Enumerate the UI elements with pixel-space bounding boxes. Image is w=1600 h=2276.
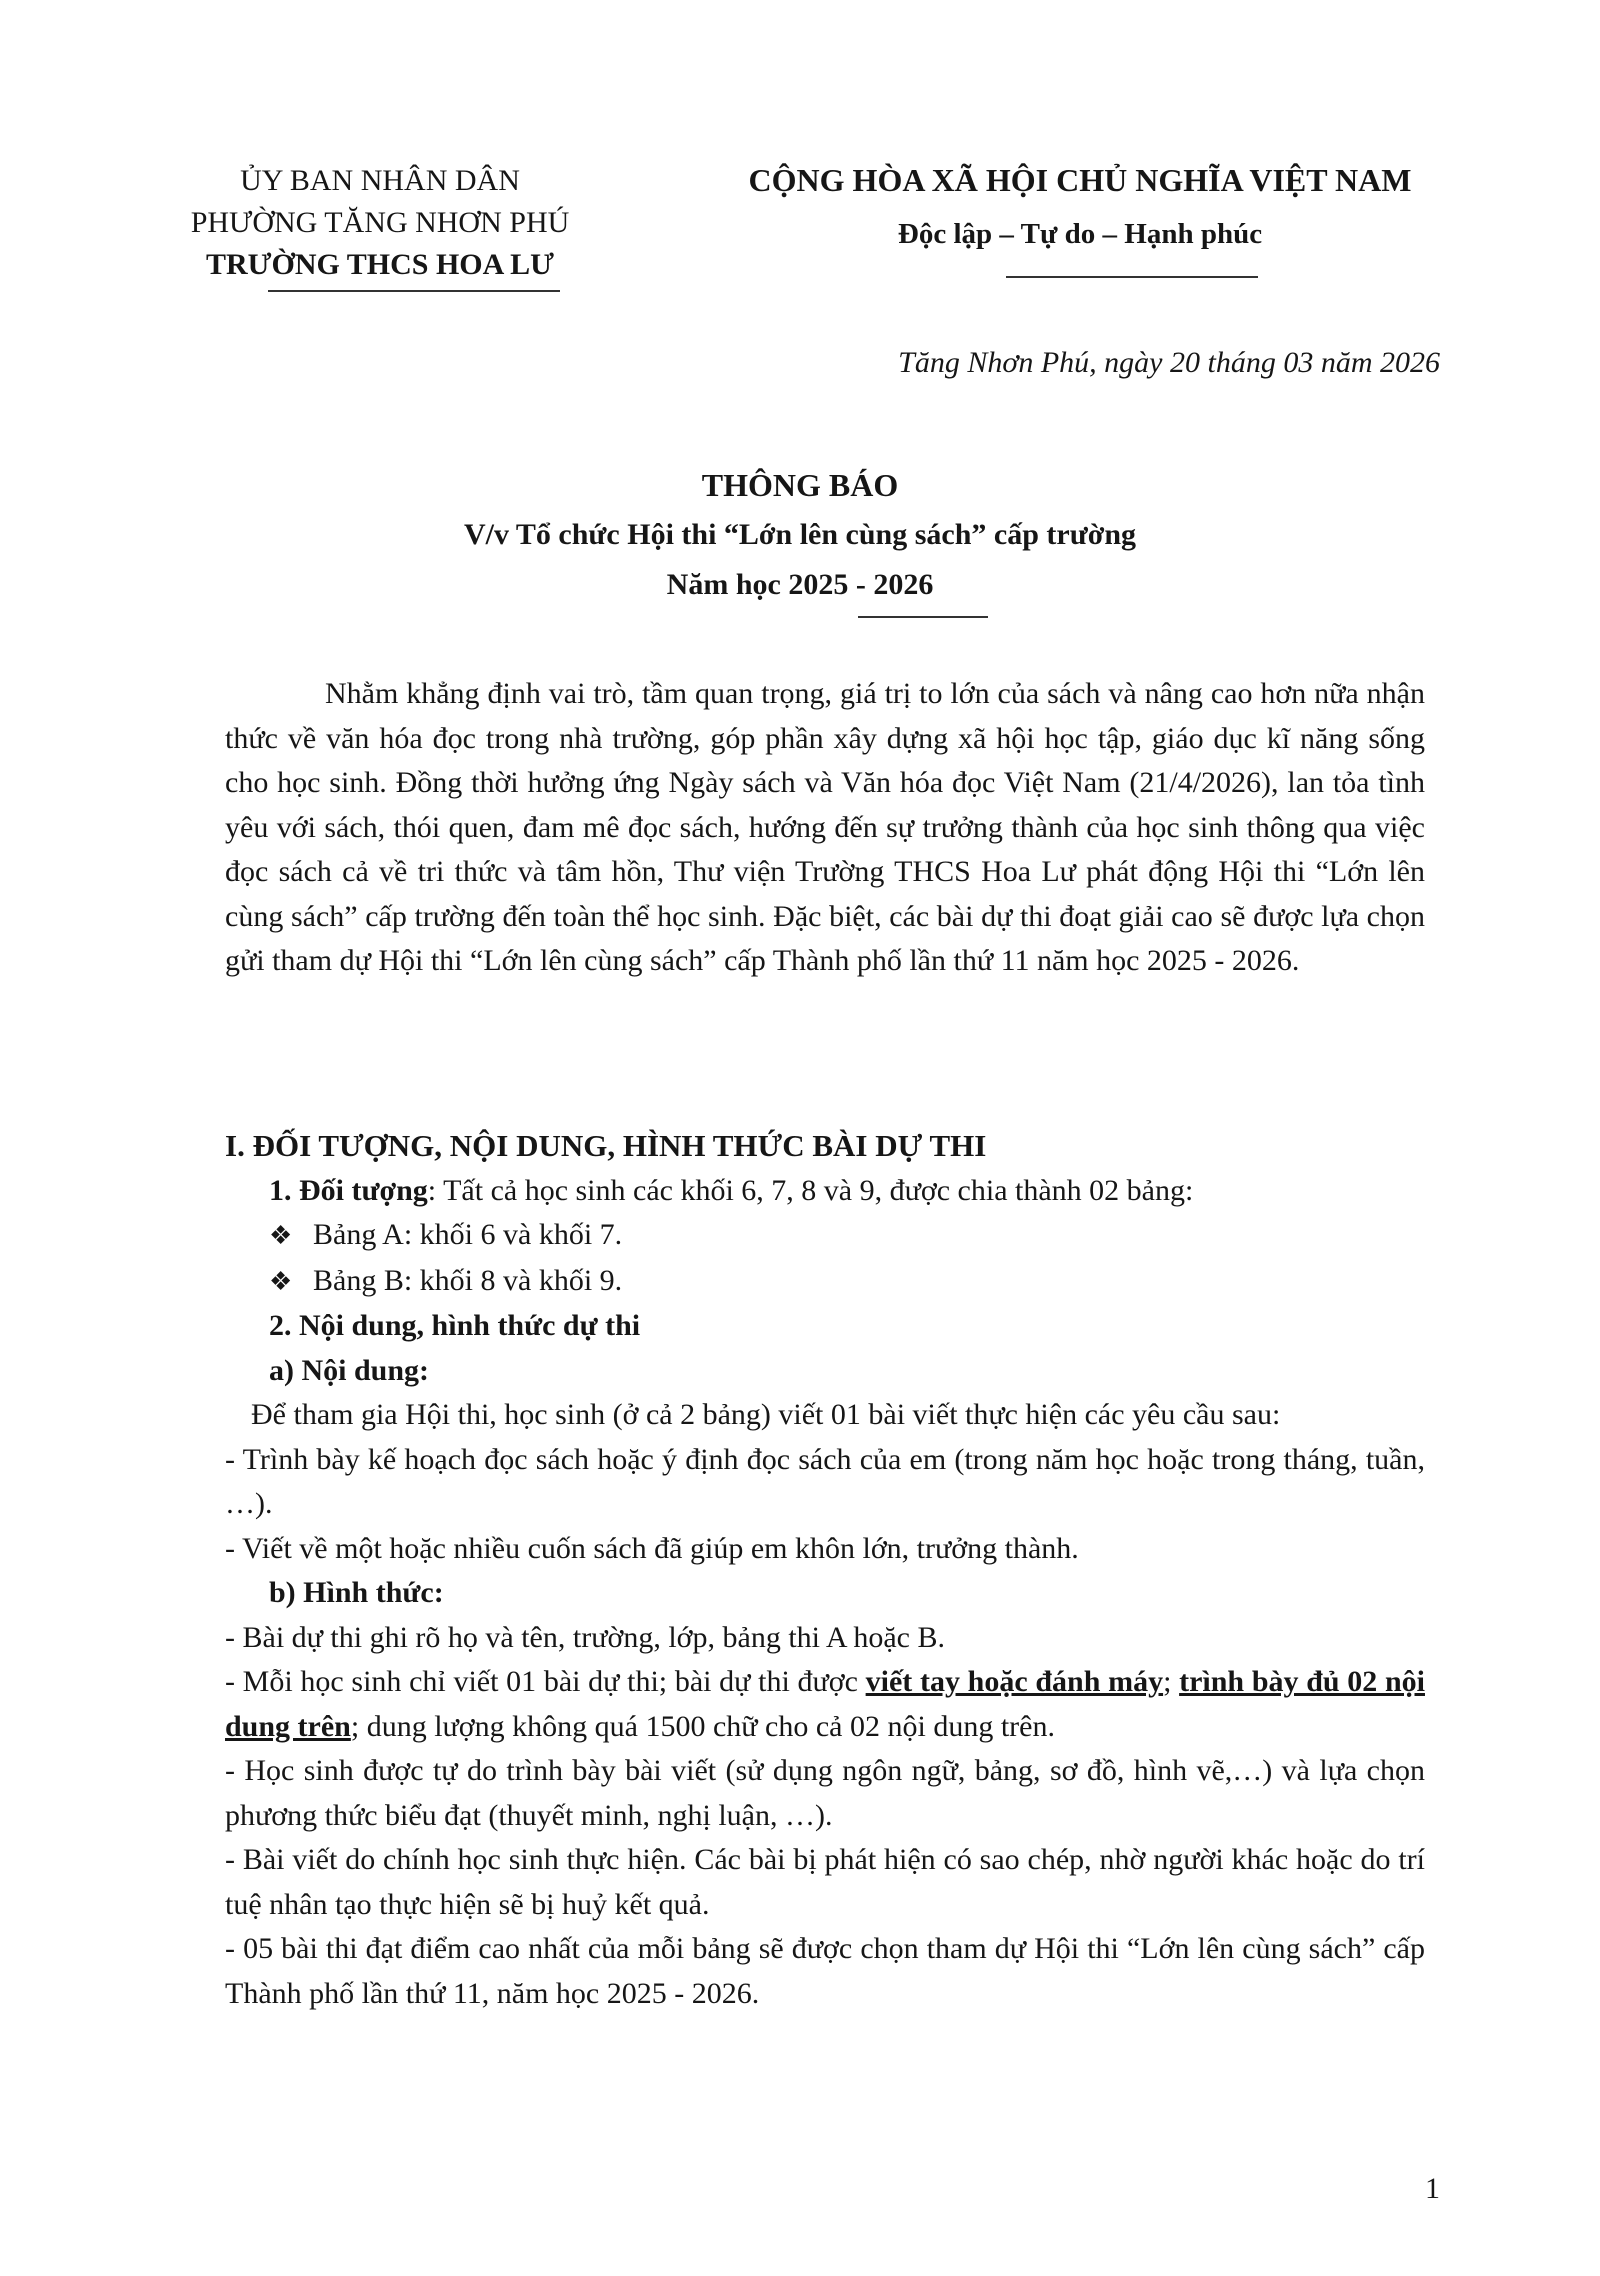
intro-section [225, 672, 1425, 984]
bullet-text: Bảng B: khối 8 và khối 9. [313, 1263, 623, 1297]
form-item-text: ; dung lượng không quá 1500 chữ cho cả 02 nội dung trên. [350, 1709, 1055, 1743]
authority-line-1: ỦY BAN NHÂN DÂN [240, 164, 520, 197]
bullet-item [225, 1213, 1425, 1259]
section-1 [225, 1124, 1425, 2016]
form-item-text: - Mỗi học sinh chỉ viết 01 bài dự thi; bài dự thi được [225, 1665, 866, 1698]
form-item: - Bài viết do chính học sinh thực hiện. Các bài bị phát hiện có sao chép, nhờ người khác hoặc do trí tuệ nhân tạo thực hiện sẽ bị huỷ kết quả. [225, 1843, 1425, 1921]
form-item-text: ; [1163, 1665, 1180, 1698]
republic-name: CỘNG HÒA XÃ HỘI CHỦ NGHĨA VIỆT NAM [748, 162, 1412, 198]
form-subheading: b) Hình thức: [269, 1576, 444, 1609]
authority-line-2: PHƯỜNG TĂNG NHƠN PHÚ [190, 206, 570, 239]
diamond-bullet-icon: ❖ [269, 1221, 293, 1250]
bullet-text: Bảng A: khối 6 và khối 7. [313, 1218, 623, 1251]
content-heading: 2. Nội dung, hình thức dự thi [269, 1309, 641, 1342]
form-item: - 05 bài thi đạt điểm cao nhất của mỗi bảng sẽ được chọn tham dự Hội thi “Lớn lên cùng sách” cấp Thành phố lần thứ 11, năm học 2025 - 2026. [225, 1932, 1425, 2010]
national-header [700, 158, 1460, 256]
form-item: - Học sinh được tự do trình bày bài viết (sử dụng ngôn ngữ, bảng, sơ đồ, hình vẽ,…) và lựa chọn phương thức biểu đạt (thuyết minh, nghị luận, …). [225, 1754, 1425, 1832]
section-1-title: I. ĐỐI TƯỢNG, NỘI DUNG, HÌNH THỨC BÀI DỰ THI [225, 1128, 987, 1163]
content-subheading: a) Nội dung: [269, 1353, 430, 1387]
page-number: 1 [1425, 2172, 1440, 2205]
school-name-rule [268, 290, 560, 292]
intro-paragraph: Nhằm khẳng định vai trò, tầm quan trọng, giá trị to lớn của sách và nâng cao hơn nữa nhận thức về văn hóa đọc trong nhà trường, góp phần xây dựng xã hội học tập, giáo dục kĩ năng sống cho học sinh. Đồng thời hưởng ứng Ngày sách và Văn hóa đọc Việt Nam (21/4/2026), lan tỏa tình yêu với sách, thói quen, đam mê đọc sách, hướng đến sự trưởng thành của học sinh thông qua việc đọc sách cả về tri thức và tâm hồn, Thư viện Trường THCS Hoa Lư phát động Hội thi “Lớn lên cùng sách” cấp trường đến toàn thể học sinh. Đặc biệt, các bài dự thi đoạt giải cao sẽ được lựa chọn gửi tham dự Hội thi “Lớn lên cùng sách” cấp Thành phố lần thứ 11 năm học 2025 - 2026. [225, 677, 1425, 977]
content-item: - Trình bày kế hoạch đọc sách hoặc ý định đọc sách của em (trong năm học hoặc trong tháng, tuần, …). [225, 1442, 1425, 1520]
notice-title [300, 460, 1300, 610]
title-rule [858, 616, 988, 618]
form-item: - Bài dự thi ghi rõ họ và tên, trường, lớp, bảng thi A hoặc B. [225, 1620, 945, 1654]
subject-label: 1. Đối tượng [269, 1173, 428, 1207]
notice-subject: V/v Tổ chức Hội thi “Lớn lên cùng sách” cấp trường [463, 518, 1137, 551]
content-intro: Để tham gia Hội thi, học sinh (ở cả 2 bảng) viết 01 bài viết thực hiện các yêu cầu sau: [251, 1398, 1281, 1431]
motto-rule [1006, 276, 1258, 278]
national-motto: Độc lập – Tự do – Hạnh phúc [897, 218, 1263, 250]
issue-date: Tăng Nhơn Phú, ngày 20 tháng 03 năm 2026 [898, 346, 1440, 379]
emphasis-two-contents: trình bày đủ 02 nội dung trên [225, 1665, 1425, 1743]
subject-text: : Tất cả học sinh các khối 6, 7, 8 và 9, được chia thành 02 bảng: [427, 1173, 1194, 1207]
diamond-bullet-icon: ❖ [269, 1266, 293, 1296]
bullet-item [225, 1259, 1425, 1305]
emphasis-handwritten-or-typed: viết tay hoặc đánh máy [865, 1665, 1164, 1698]
form-item [225, 1660, 1425, 1749]
notice-heading: THÔNG BÁO [701, 467, 899, 503]
content-item: - Viết về một hoặc nhiều cuốn sách đã giúp em khôn lớn, trưởng thành. [225, 1531, 1079, 1565]
school-name: TRƯỜNG THCS HOA LƯ [205, 248, 555, 281]
issuing-authority [160, 160, 600, 286]
subject-line [225, 1169, 1425, 1214]
school-year: Năm học 2025 - 2026 [666, 568, 934, 601]
